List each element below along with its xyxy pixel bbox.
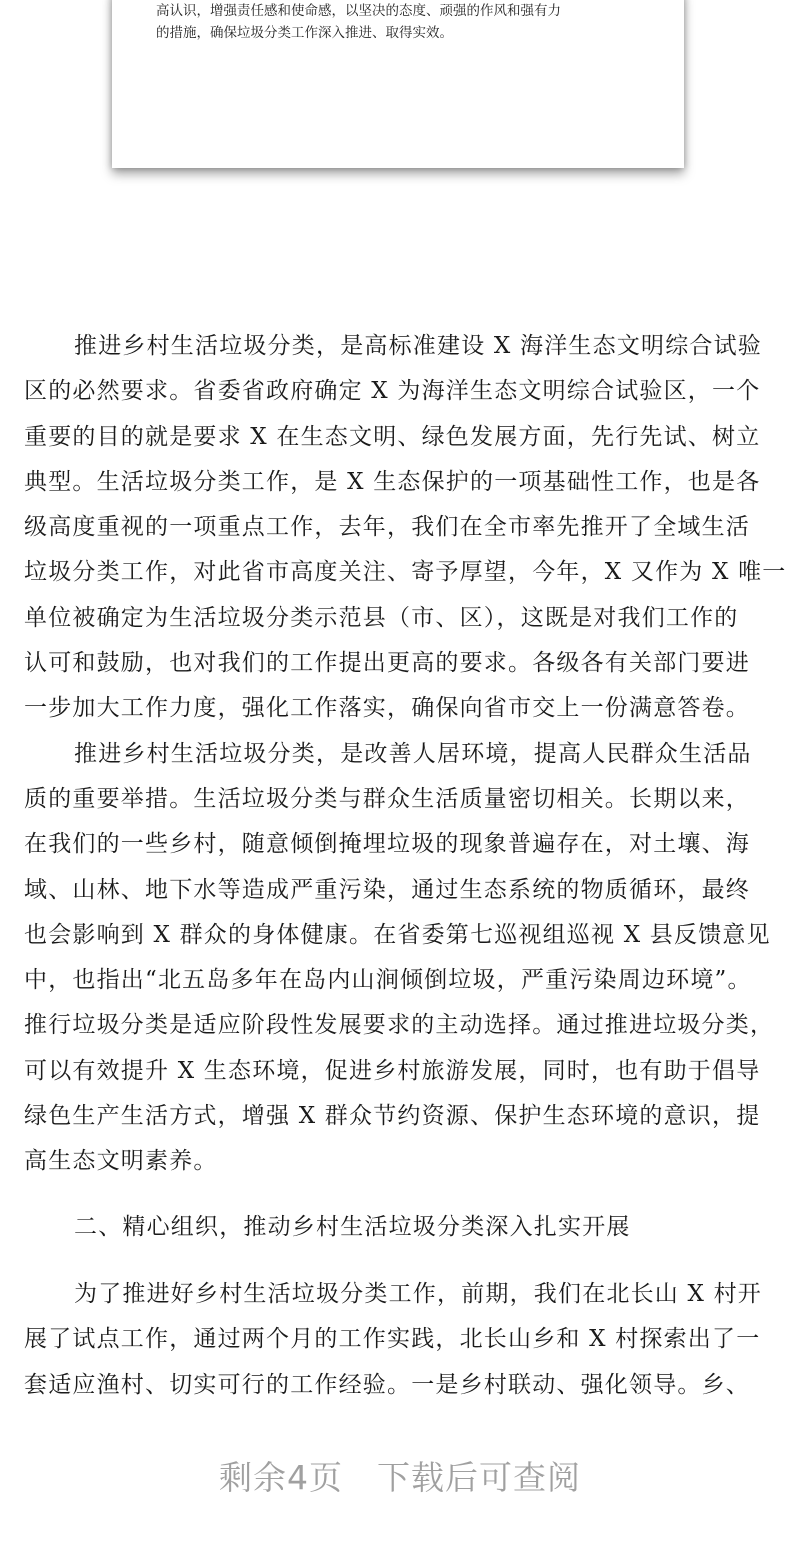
text-line: 为了推进好乡村生活垃圾分类工作，前期，我们在北长山 X 村开 (74, 1280, 762, 1307)
document-preview-card (112, 0, 684, 168)
text-line: 中，也指出“北五岛多年在岛内山涧倾倒垃圾，严重污染周边环境”。 (24, 967, 752, 994)
text-line: 重要的目的就是要求 X 在生态文明、绿色发展方面，先行先试、树立 (24, 423, 761, 450)
text-line: 区的必然要求。省委省政府确定 X 为海洋生态文明综合试验区，一个 (24, 378, 761, 405)
text-line: 推进乡村生活垃圾分类，是改善人居环境，提高人民群众生活品 (74, 740, 752, 767)
text-line: 高生态文明素养。 (24, 1148, 218, 1175)
text-line: 在我们的一些乡村，随意倾倒掩埋垃圾的现象普遍存在，对土壤、海 (24, 831, 750, 858)
paragraph-3 (24, 1272, 779, 1408)
text-line: 可以有效提升 X 生态环境，促进乡村旅游发展，同时，也有助于倡导 (24, 1057, 761, 1084)
remaining-pages-label: 剩余4页 (219, 1458, 343, 1497)
preview-line: 的措施，确保垃圾分类工作深入推进、取得实效。 (156, 25, 453, 41)
section-heading (24, 1205, 779, 1250)
text-line: 推进乡村生活垃圾分类，是高标准建设 X 海洋生态文明综合试验 (74, 333, 762, 359)
preview-line: 高认识，增强责任感和使命感，以坚决的态度、顽强的作风和强有力 (156, 3, 561, 19)
text-line: 也会影响到 X 群众的身体健康。在省委第七巡视组巡视 X 县反馈意见 (24, 921, 771, 948)
text-line: 一步加大工作力度，强化工作落实，确保向省市交上一份满意答卷。 (24, 695, 750, 722)
paragraph-2 (24, 732, 779, 1185)
heading-text: 二、精心组织，推动乡村生活垃圾分类深入扎实开展 (74, 1213, 631, 1240)
text-line: 域、山林、地下水等造成严重污染，通过生态系统的物质循环，最终 (24, 876, 750, 903)
text-line: 垃圾分类工作，对此省市高度关注、寄予厚望，今年，X 又作为 X 唯一 (24, 559, 787, 586)
document-body (24, 324, 787, 1408)
text-line: 典型。生活垃圾分类工作，是 X 生态保护的一项基础性工作，也是各 (24, 468, 761, 495)
download-prompt-label: 下载后可查阅 (377, 1458, 581, 1497)
text-line: 推行垃圾分类是适应阶段性发展要求的主动选择。通过推进垃圾分类， (24, 1012, 775, 1039)
text-line: 展了试点工作，通过两个月的工作实践，北长山乡和 X 村探索出了一 (24, 1326, 761, 1353)
text-line: 级高度重视的一项重点工作，去年，我们在全市率先推开了全域生活 (24, 514, 750, 541)
text-line: 套适应渔村、切实可行的工作经验。一是乡村联动、强化领导。乡、 (24, 1371, 750, 1398)
preview-text (156, 0, 656, 44)
text-line: 绿色生产生活方式，增强 X 群众节约资源、保护生态环境的意识，提 (24, 1103, 761, 1130)
text-line: 质的重要举措。生活垃圾分类与群众生活质量密切相关。长期以来， (24, 785, 750, 812)
text-line: 认可和鼓励，也对我们的工作提出更高的要求。各级各有关部门要进 (24, 650, 750, 677)
paragraph-1 (24, 324, 787, 732)
download-to-read-more-button[interactable] (0, 1452, 800, 1499)
text-line: 单位被确定为生活垃圾分类示范县（市、区），这既是对我们工作的 (24, 604, 739, 631)
